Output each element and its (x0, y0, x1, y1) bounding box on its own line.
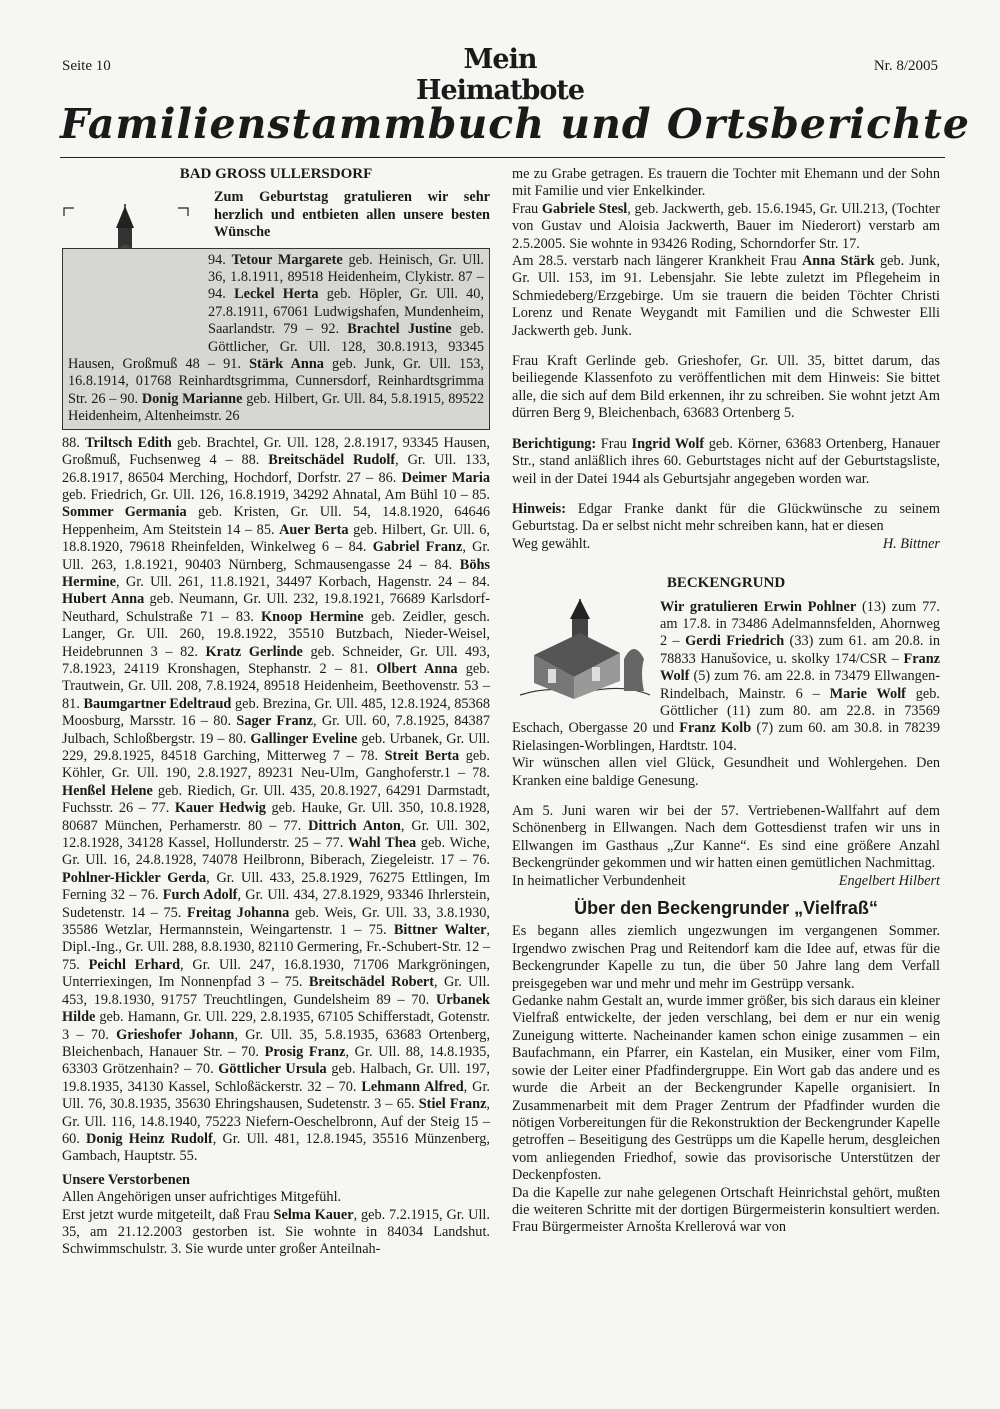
beckengrund-wishes: Wir wünschen allen viel Glück, Gesundheit und Wohlergehen. Den Kranken eine baldige Genesung. (512, 755, 940, 789)
left-column (62, 166, 490, 1259)
church-block (62, 166, 490, 430)
deceased-heading: Unsere Verstorbenen (62, 1171, 191, 1188)
obituary-cont: me zu Grabe getragen. Es trauern die Tochter mit Ehemann und der Sohn mit Familie und vier Enkelkinder. (512, 166, 940, 200)
banner-rule (60, 157, 945, 158)
hint-signature-row (512, 536, 940, 553)
masthead-logo: Mein Heimatbote (415, 44, 585, 106)
chapel-illustration-icon (512, 599, 654, 709)
closing-phrase: In heimatlicher Verbundenheit (512, 872, 686, 889)
deceased-paragraph: Erst jetzt wurde mitgeteilt, daß Frau Selma Kauer, geb. 7.2.1915, Gr. Ull. 35, am 21.12.2003 gestorben ist. Sie wohnte in 84034 Landshut. Schwimmschulstr. 3. Sie wurde unter großer Anteilnah- (62, 1206, 490, 1258)
signature-hilbert: Engelbert Hilbert (838, 872, 940, 889)
section-heading-beckengrund: BECKENGRUND (666, 575, 786, 592)
correction-notice: Berichtigung: Frau Ingrid Wolf geb. Körner, 63683 Ortenberg, Hanauer Str., stand anläßlich ihres 60. Geburtstages nicht auf der Geburtstagsliste, weil in der Datei 1944 als Geburtsjahr angegeben worden war. (512, 435, 941, 487)
beckengrund-signature-row (512, 873, 940, 890)
pilgrimage-report: Am 5. Juni waren wir bei der 57. Vertriebenen-Wallfahrt auf dem Schönenberg in Ellwangen. Nach dem Gottesdienst trafen wir uns in Ellwangen im Gasthaus „Zur Kanne“. Es sind eine größere Anzahl Beckengründer gekommen und wir hatten einen gemütlichen Nachmittag. (512, 803, 940, 872)
hint-last-line: Weg gewählt. (512, 535, 591, 552)
page-number: Seite 10 (62, 58, 111, 74)
float-spacer (68, 252, 208, 342)
greeting-text: Zum Geburtstag gratulieren wir sehr herzlich und entbieten allen unsere besten Wünsche (214, 189, 490, 241)
birthday-box-text: 94. Tetour Margarete geb. Heinisch, Gr. Ull. 36, 1.8.1911, 89518 Heidenheim, Clykistr. 87 – 94. Leckel Herta geb. Höpler, Gr. Ull. 40, 27.8.1911, 67061 Ludwigshafen, Mundenheim, Saarlandstr. 79 – 92. Brachtel Justine geb. Göttlicher, Gr. Ull. 128, 30.8.1913, 93345 Hausen, Großmuß 48 – 91. Stärk Anna geb. Junk, Gr. Ull. 153, 16.8.1914, 01768 Reinhardtsgrimma, Cunnersdorf, Reinhardtsgrimma Str. 26 – 90. Donig Marianne geb. Hilbert, Gr. Ull. 84, 5.8.1915, 89522 Heidenheim, Altenheimstr. 26 (68, 251, 485, 425)
signature-bittner: H. Bittner (882, 535, 940, 552)
obituary-stesl: Frau Gabriele Stesl, geb. Jackwerth, geb. 15.6.1945, Gr. Ull.213, (Tochter von Gustav und Aloisia Jackwerth, Bauer im Niederort) verstarb am 2.5.2005. Sie wohnte in 93426 Roding, Schorndorfer Str. 17. (512, 200, 940, 252)
right-column (512, 166, 940, 1237)
obituary-staerk: Am 28.5. verstarb nach längerer Krankheit Frau Anna Stärk geb. Junk, Gr. Ull. 153, im 91. Lebensjahr. Sie lebte zuletzt im Pflegeheim in Schmiedeberg/Erzgebirge. Um sie trauern die beiden Töchter Christi Lorenz und Renate Weygandt mit Familien und die Schwester Elli Jackwerth geb. Junk. (512, 253, 941, 339)
section-heading-bad-gross-ullersdorf: BAD GROSS ULLERSDORF (179, 166, 373, 182)
hint-notice: Hinweis: Edgar Franke dankt für die Glückwünsche zu seinem Geburtstag. Da er selbst nicht mehr schreiben kann, hat er diesen (512, 500, 940, 535)
birthday-list: 88. Triltsch Edith geb. Brachtel, Gr. Ull. 128, 2.8.1917, 93345 Hausen, Großmuß, Fuchsenweg 4 – 88. Breitschädel Rudolf, Gr. Ull. 133, 26.8.1917, 86504 Merching, Hochdorf, Dorfstr. 27 – 86. Deimer Maria geb. Friedrich, Gr. Ull. 126, 16.8.1919, 34292 Ahnatal, Am Bühl 10 – 85. Sommer Germania geb. Kristen, Gr. Ull. 54, 14.8.1920, 64646 Heppenheim, Am Steitstein 14 – 85. Auer Berta geb. Hilbert, Gr. Ull. 6, 18.8.1920, 79618 Rheinfelden, Winkelweg 6 – 84. Gabriel Franz, Gr. Ull. 263, 1.8.1921, 90403 Nürnberg, Schmausengasse 24 – 84. Böhs Hermine, Gr. Ull. 261, 11.8.1921, 34497 Korbach, Hagenstr. 24 – 84. Hubert Anna geb. Neumann, Gr. Ull. 232, 19.8.1921, 76689 Karlsdorf-Neuthard, Schulstraße 71 – 83. Knoop Hermine geb. Zeidler, gesch. Langer, Gr. Ull. 260, 19.8.1922, 35510 Butzbach, Nieder-Weisel, Heidebrunnen 3 – 82. Kratz Gerlinde geb. Schneider, Gr. Ull. 493, 7.8.1923, 24119 Kronshagen, Stephanstr. 2 – 81. Olbert Anna geb. Trautwein, Gr. Ull. 208, 7.8.1924, 89518 Heidenheim, Beethovenstr. 53 – 81. Baumgartner Edeltraud geb. Brezina, Gr. Ull. 485, 12.8.1924, 85368 Moosburg, Marsstr. 16 – 80. Sager Franz, Gr. Ull. 60, 7.8.1925, 84387 Julbach, Schloßbergstr. 19 – 80. Gallinger Eveline geb. Urbanek, Gr. Ull. 229, 29.8.1925, 84518 Garching, Mitterweg 7 – 78. Streit Berta geb. Köhler, Gr. Ull. 190, 2.8.1927, 89231 Neu-Ulm, Ganghoferstr.1 – 78. Henßel Helene geb. Riedich, Gr. Ull. 435, 20.8.1927, 64291 Darmstadt, Fuchsstr. 26 – 77. Kauer Hedwig geb. Hauke, Gr. Ull. 350, 10.8.1928, 80687 München, Perhamerstr. 80 – 77. Dittrich Anton, Gr. Ull. 302, 12.8.1928, 34128 Kassel, Hollunderstr. 25 – 77. Wahl Thea geb. Wiche, Gr. Ull. 16, 24.8.1928, 74078 Heilbronn, Biberach, Ziegeleistr. 17 – 76. Pohlner-Hickler Gerda, Gr. Ull. 433, 25.8.1929, 76275 Ettlingen, Im Ferning 32 – 76. Furch Adolf, Gr. Ull. 434, 27.8.1929, 93346 Ihrlerstein, Sudetenstr. 14 – 75. Freitag Johanna geb. Weis, Gr. Ull. 33, 3.8.1930, 35586 Wetzlar, Hermannstein, Weingartenstr. 1 – 75. Bittner Walter, Dipl.-Ing., Gr. Ull. 288, 8.8.1930, 82110 Germering, Fr.-Schubert-Str. 12 – 75. Peichl Erhard, Gr. Ull. 247, 16.8.1930, 71706 Markgröningen, Unterriexingen, Im Nonnenpfad 3 – 75. Breitschädel Robert, Gr. Ull. 453, 19.8.1930, 91757 Treuchtlingen, Gundelsheim 89 – 70. Urbanek Hilde geb. Hamann, Gr. Ull. 229, 2.8.1935, 67105 Schifferstadt, Gotenstr. 3 – 70. Grieshofer Johann, Gr. Ull. 35, 5.8.1935, 63683 Ortenberg, Bleichenbach, Hanauer Str. – 70. Prosig Franz, Gr. Ull. 88, 14.8.1935, 63303 Grötzenhain? – 70. Göttlicher Ursula geb. Halbach, Gr. Ull. 197, 19.8.1935, 34130 Kassel, Schloßäckerstr. 32 – 70. Lehmann Alfred, Gr. Ull. 76, 30.8.1935, 35630 Ehringshausen, Sudetenstr. 3 – 65. Stiel Franz, Gr. Ull. 116, 14.8.1940, 75223 Niefern-Oeschelbronn, Auf der Steig 15 – 60. Donig Heinz Rudolf, Gr. Ull. 481, 12.8.1945, 35516 Münzenberg, Gambach, Hauptstr. 55. (62, 434, 491, 1165)
class-photo-notice: Frau Kraft Gerlinde geb. Grieshofer, Gr. Ull. 35, bittet darum, das beiliegende Klassenfoto zu veröffentlichen mit dem Hinweis: Sie bittet alle, die sich auf dem Bild erkennen, ihr zu schreiben. Sie wohnt jetzt Am dürren Berg 9, Bleichenbach, 63683 Ortenberg 5. (512, 353, 940, 422)
article-title: Über den Beckengrunder „Vielfraß“ (574, 898, 878, 919)
article-paragraph-2: Gedanke nahm Gestalt an, wurde immer größer, bis sich daraus ein kleiner Vielfraß entwickelte, der jeden verschlang, bei dem er nur ein wenig Zuneigung witterte. Nacheinander kamen schon einige zusammen – ein Baufachmann, ein Pfarrer, ein Kastelan, ein Musiker, einer vom Film, sowie der Leiter einer Pfadfindergruppe. Ein Wort gab das andere und es wurde die Arbeit an der Beckengrunder Kapelle organisiert. In Zusammenarbeit mit dem Prager Zentrum der Pfadfinder wurden die nötigen Vorbereitungen für die Rekonstruktion der Beckengrunder Kapelle getroffen – Beseitigung des Gestrüpps um die Kapelle herum, desgleichen vom anliegenden Friedhof, sowie das provisorische Unterstützen der Deckenpfosten. (512, 993, 940, 1184)
article-paragraph-1: Es begann alles ziemlich ungezwungen im vergangenen Sommer. Irgendwo zwischen Prag und Reitendorf kam die Idee auf, etwas für die Beckengrunder Kapelle zu tun, die über 50 Jahre lang dem Verfall preisgegeben war und mehr und mehr im Gestrüpp versank. (512, 923, 940, 992)
issue-number: Nr. 8/2005 (873, 58, 938, 74)
section-banner-title: Familienstammbuch und Ortsberichte (60, 100, 970, 148)
highlighted-birthday-box (62, 248, 490, 430)
article-paragraph-3: Da die Kapelle zur nahe gelegenen Ortschaft Heinrichstal gehört, mußten die weiteren Schritte mit der dortigen Bürgermeisterin konsultiert werden. Frau Bürgermeister Arnošta Krellerová war von (512, 1184, 940, 1236)
beckengrund-birthdays: Wir gratulieren Erwin Pohlner (13) zum 77. am 17.8. in 73486 Adelmannsfelden, Ahornweg 2 – Gerdi Friedrich (33) zum 61. am 20.8. in 78833 Hanušovice, u. skolky 174/CSR – Franz Wolf (5) zum 76. am 22.8. in 73479 Ellwangen-Rindelbach, Mainstr. 6 – Marie Wolf geb. Göttlicher (11) zum 80. am 22.8. in 73569 Eschach, Obergasse 20 und Franz Kolb (7) zum 60. am 30.8. in 78239 Rielasingen-Worblingen, Hardtstr. 104. (512, 598, 941, 754)
deceased-intro: Allen Angehörigen unser aufrichtiges Mitgefühl. (62, 1189, 342, 1206)
